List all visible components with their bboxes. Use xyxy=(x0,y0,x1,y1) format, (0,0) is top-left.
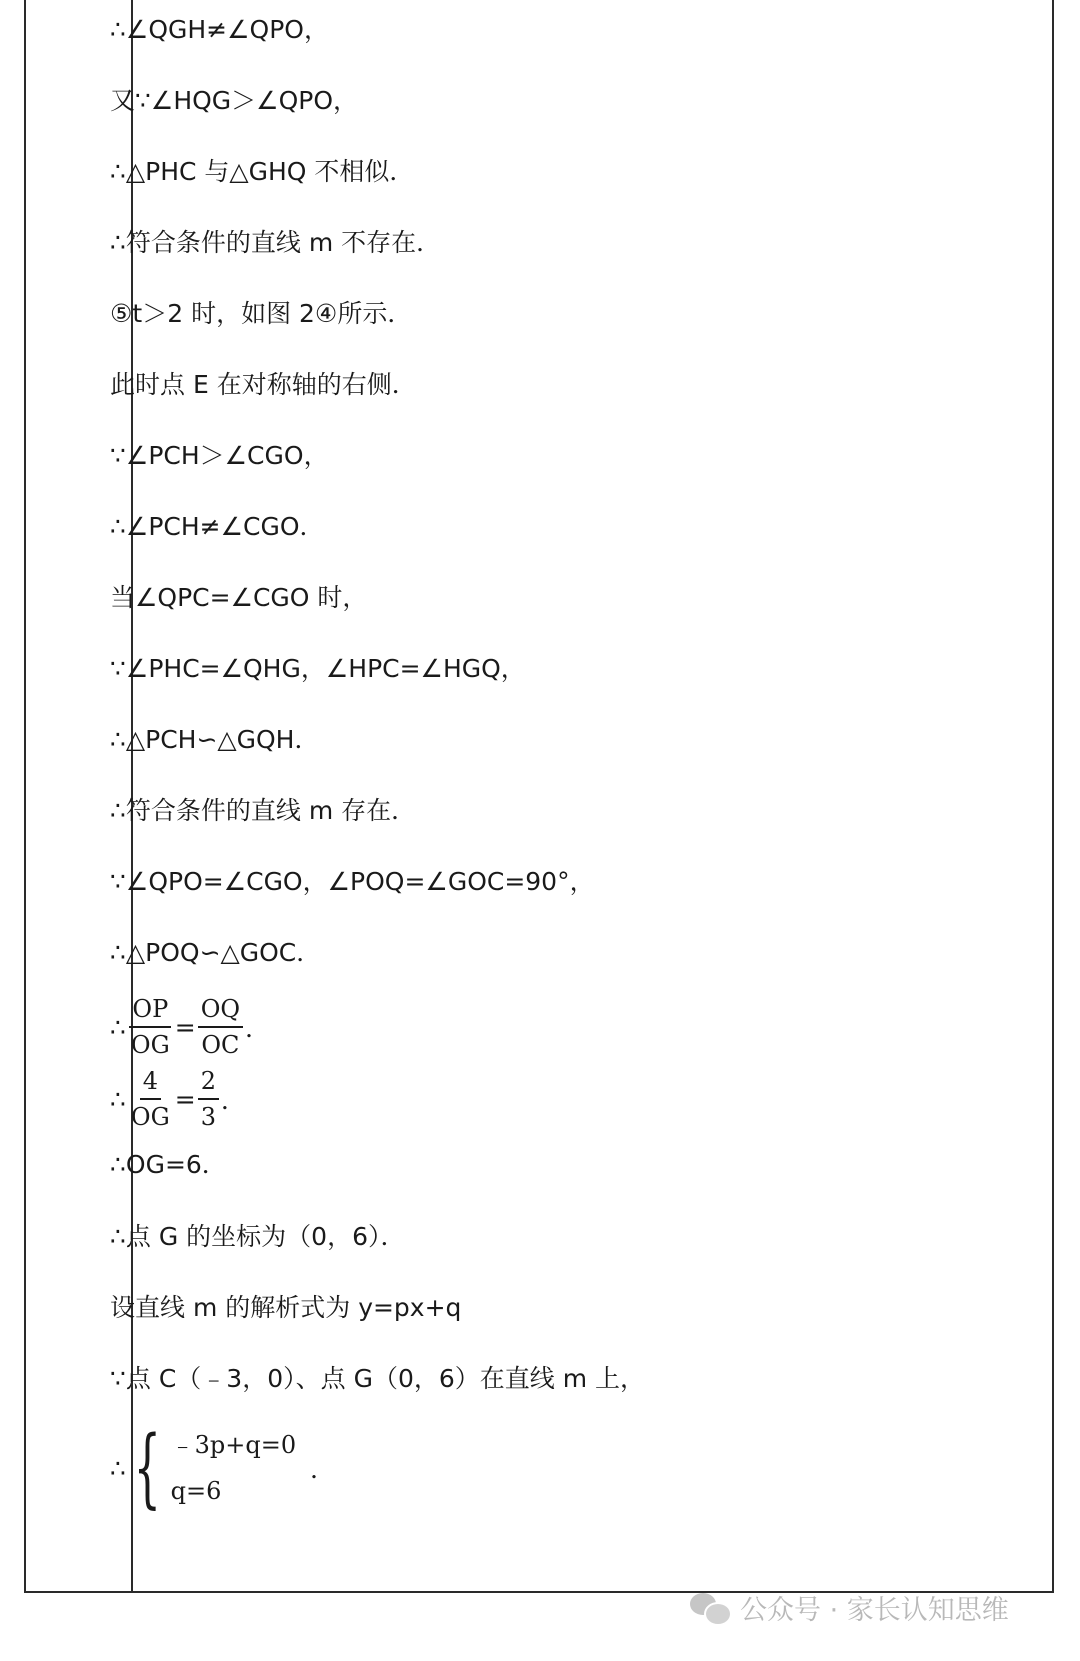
denominator: OG xyxy=(130,1103,170,1131)
denominator: OG xyxy=(130,1031,170,1059)
fraction-right xyxy=(198,1066,219,1132)
solution-line-8: ∴∠PCH≠∠CGO． xyxy=(110,512,325,541)
solution-line-2: 又∵∠HQG＞∠QPO， xyxy=(110,86,359,115)
system-equations xyxy=(171,1422,296,1514)
fraction-left xyxy=(128,1066,173,1132)
numerator: 4 xyxy=(140,1066,161,1100)
math-prefix: ∴ xyxy=(110,1012,126,1042)
solution-line-5: ⑤t＞2 时，如图 2④所示． xyxy=(110,299,413,328)
numerator: OP xyxy=(129,994,171,1028)
denominator: 3 xyxy=(200,1103,216,1131)
equals-sign: = xyxy=(174,1084,196,1114)
solution-line-17: 设直线 m 的解析式为 y=px+q xyxy=(110,1293,462,1322)
fraction-equation-2 xyxy=(110,1066,246,1132)
solution-line-3: ∴△PHC 与△GHQ 不相似． xyxy=(110,157,415,186)
solution-line-7: ∵∠PCH＞∠CGO， xyxy=(110,441,329,470)
solution-line-16: ∴点 G 的坐标为（0，6）． xyxy=(110,1222,406,1251)
solution-line-18: ∵点 C（﹣3，0）、点 G（0，6）在直线 m 上， xyxy=(110,1364,645,1393)
system-equation-2: q=6 xyxy=(170,1477,222,1505)
equation-system xyxy=(110,1418,336,1518)
numerator: OQ xyxy=(198,994,243,1028)
math-suffix: ． xyxy=(310,1455,336,1484)
solution-line-10: ∵∠PHC=∠QHG，∠HPC=∠HGQ， xyxy=(110,654,526,683)
solution-line-6: 此时点 E 在对称轴的右侧． xyxy=(110,370,417,399)
solution-line-13: ∵∠QPO=∠CGO，∠POQ=∠GOC=90°， xyxy=(110,867,595,896)
numerator: 2 xyxy=(198,1066,219,1100)
fraction-right xyxy=(198,994,243,1060)
math-suffix: ． xyxy=(245,1014,271,1043)
watermark-text: 公众号 · 家长认知思维 xyxy=(740,1595,1009,1626)
solution-line-11: ∴△PCH∽△GQH． xyxy=(110,725,320,754)
watermark xyxy=(690,1588,1009,1627)
math-suffix: ． xyxy=(221,1086,247,1115)
solution-line-12: ∴符合条件的直线 m 存在． xyxy=(110,796,417,825)
fraction-left xyxy=(128,994,173,1060)
solution-line-1: ∴∠QGH≠∠QPO， xyxy=(110,15,329,44)
solution-line-4: ∴符合条件的直线 m 不存在． xyxy=(110,228,442,257)
system-equation-1: ﹣3p+q=0 xyxy=(170,1431,297,1459)
denominator: OC xyxy=(201,1031,240,1059)
solution-line-9: 当∠QPC=∠CGO 时， xyxy=(110,583,368,612)
math-prefix: ∴ xyxy=(110,1084,126,1114)
left-brace: { xyxy=(133,1418,161,1518)
solution-line-14: ∴△POQ∽△GOC． xyxy=(110,938,322,967)
equals-sign: = xyxy=(174,1012,196,1042)
wechat-icon xyxy=(690,1593,730,1623)
solution-line-15: ∴OG=6． xyxy=(110,1150,227,1179)
math-prefix: ∴ xyxy=(110,1453,126,1483)
fraction-equation-1 xyxy=(110,994,270,1060)
